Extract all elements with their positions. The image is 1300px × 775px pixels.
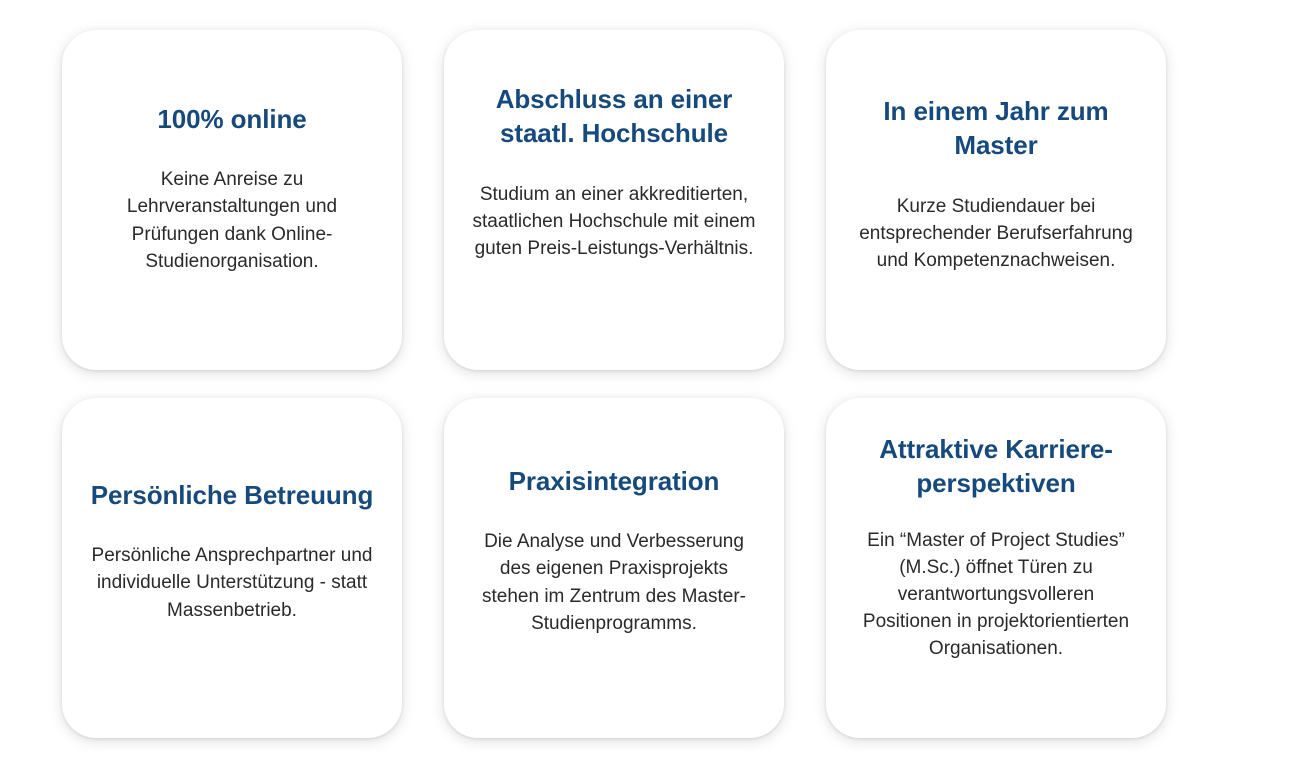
feature-card bbox=[444, 30, 784, 370]
feature-card-description: Die Analyse und Verbesserung des eigenen Praxisprojekts stehen im Zentrum des Master-Studienprogramms. bbox=[482, 531, 746, 634]
feature-card-title: Attraktive Karriere-perspektiven bbox=[879, 434, 1113, 499]
feature-card-description: Persönliche Ansprechpartner und individuelle Unterstützung - statt Massenbetrieb. bbox=[91, 545, 373, 621]
feature-card-title: 100% online bbox=[157, 104, 307, 134]
feature-card bbox=[62, 398, 402, 738]
feature-card-description: Kurze Studiendauer bei entsprechender Berufserfahrung und Kompetenznachweisen. bbox=[859, 195, 1133, 271]
feature-card bbox=[62, 30, 402, 370]
feature-card-title: Abschluss an einer staatl. Hochschule bbox=[495, 84, 733, 149]
feature-card bbox=[826, 30, 1166, 370]
feature-card bbox=[444, 398, 784, 738]
feature-card-description: Keine Anreise zu Lehrveranstaltungen und Prüfungen dank Online-Studienorganisation. bbox=[126, 169, 338, 272]
feature-card-title: In einem Jahr zum Master bbox=[883, 96, 1109, 161]
feature-card bbox=[826, 398, 1166, 738]
feature-card-description: Ein “Master of Project Studies” (M.Sc.) öffnet Türen zu verantwortungsvolleren Positionen in projektorientierten Organisationen. bbox=[862, 529, 1130, 660]
feature-card-description: Studium an einer akkreditierten, staatlichen Hochschule mit einem guten Preis-Leistungs-Verhältnis. bbox=[472, 183, 756, 259]
feature-card-title: Praxisintegration bbox=[508, 466, 720, 496]
feature-card-title: Persönliche Betreuung bbox=[90, 480, 374, 510]
